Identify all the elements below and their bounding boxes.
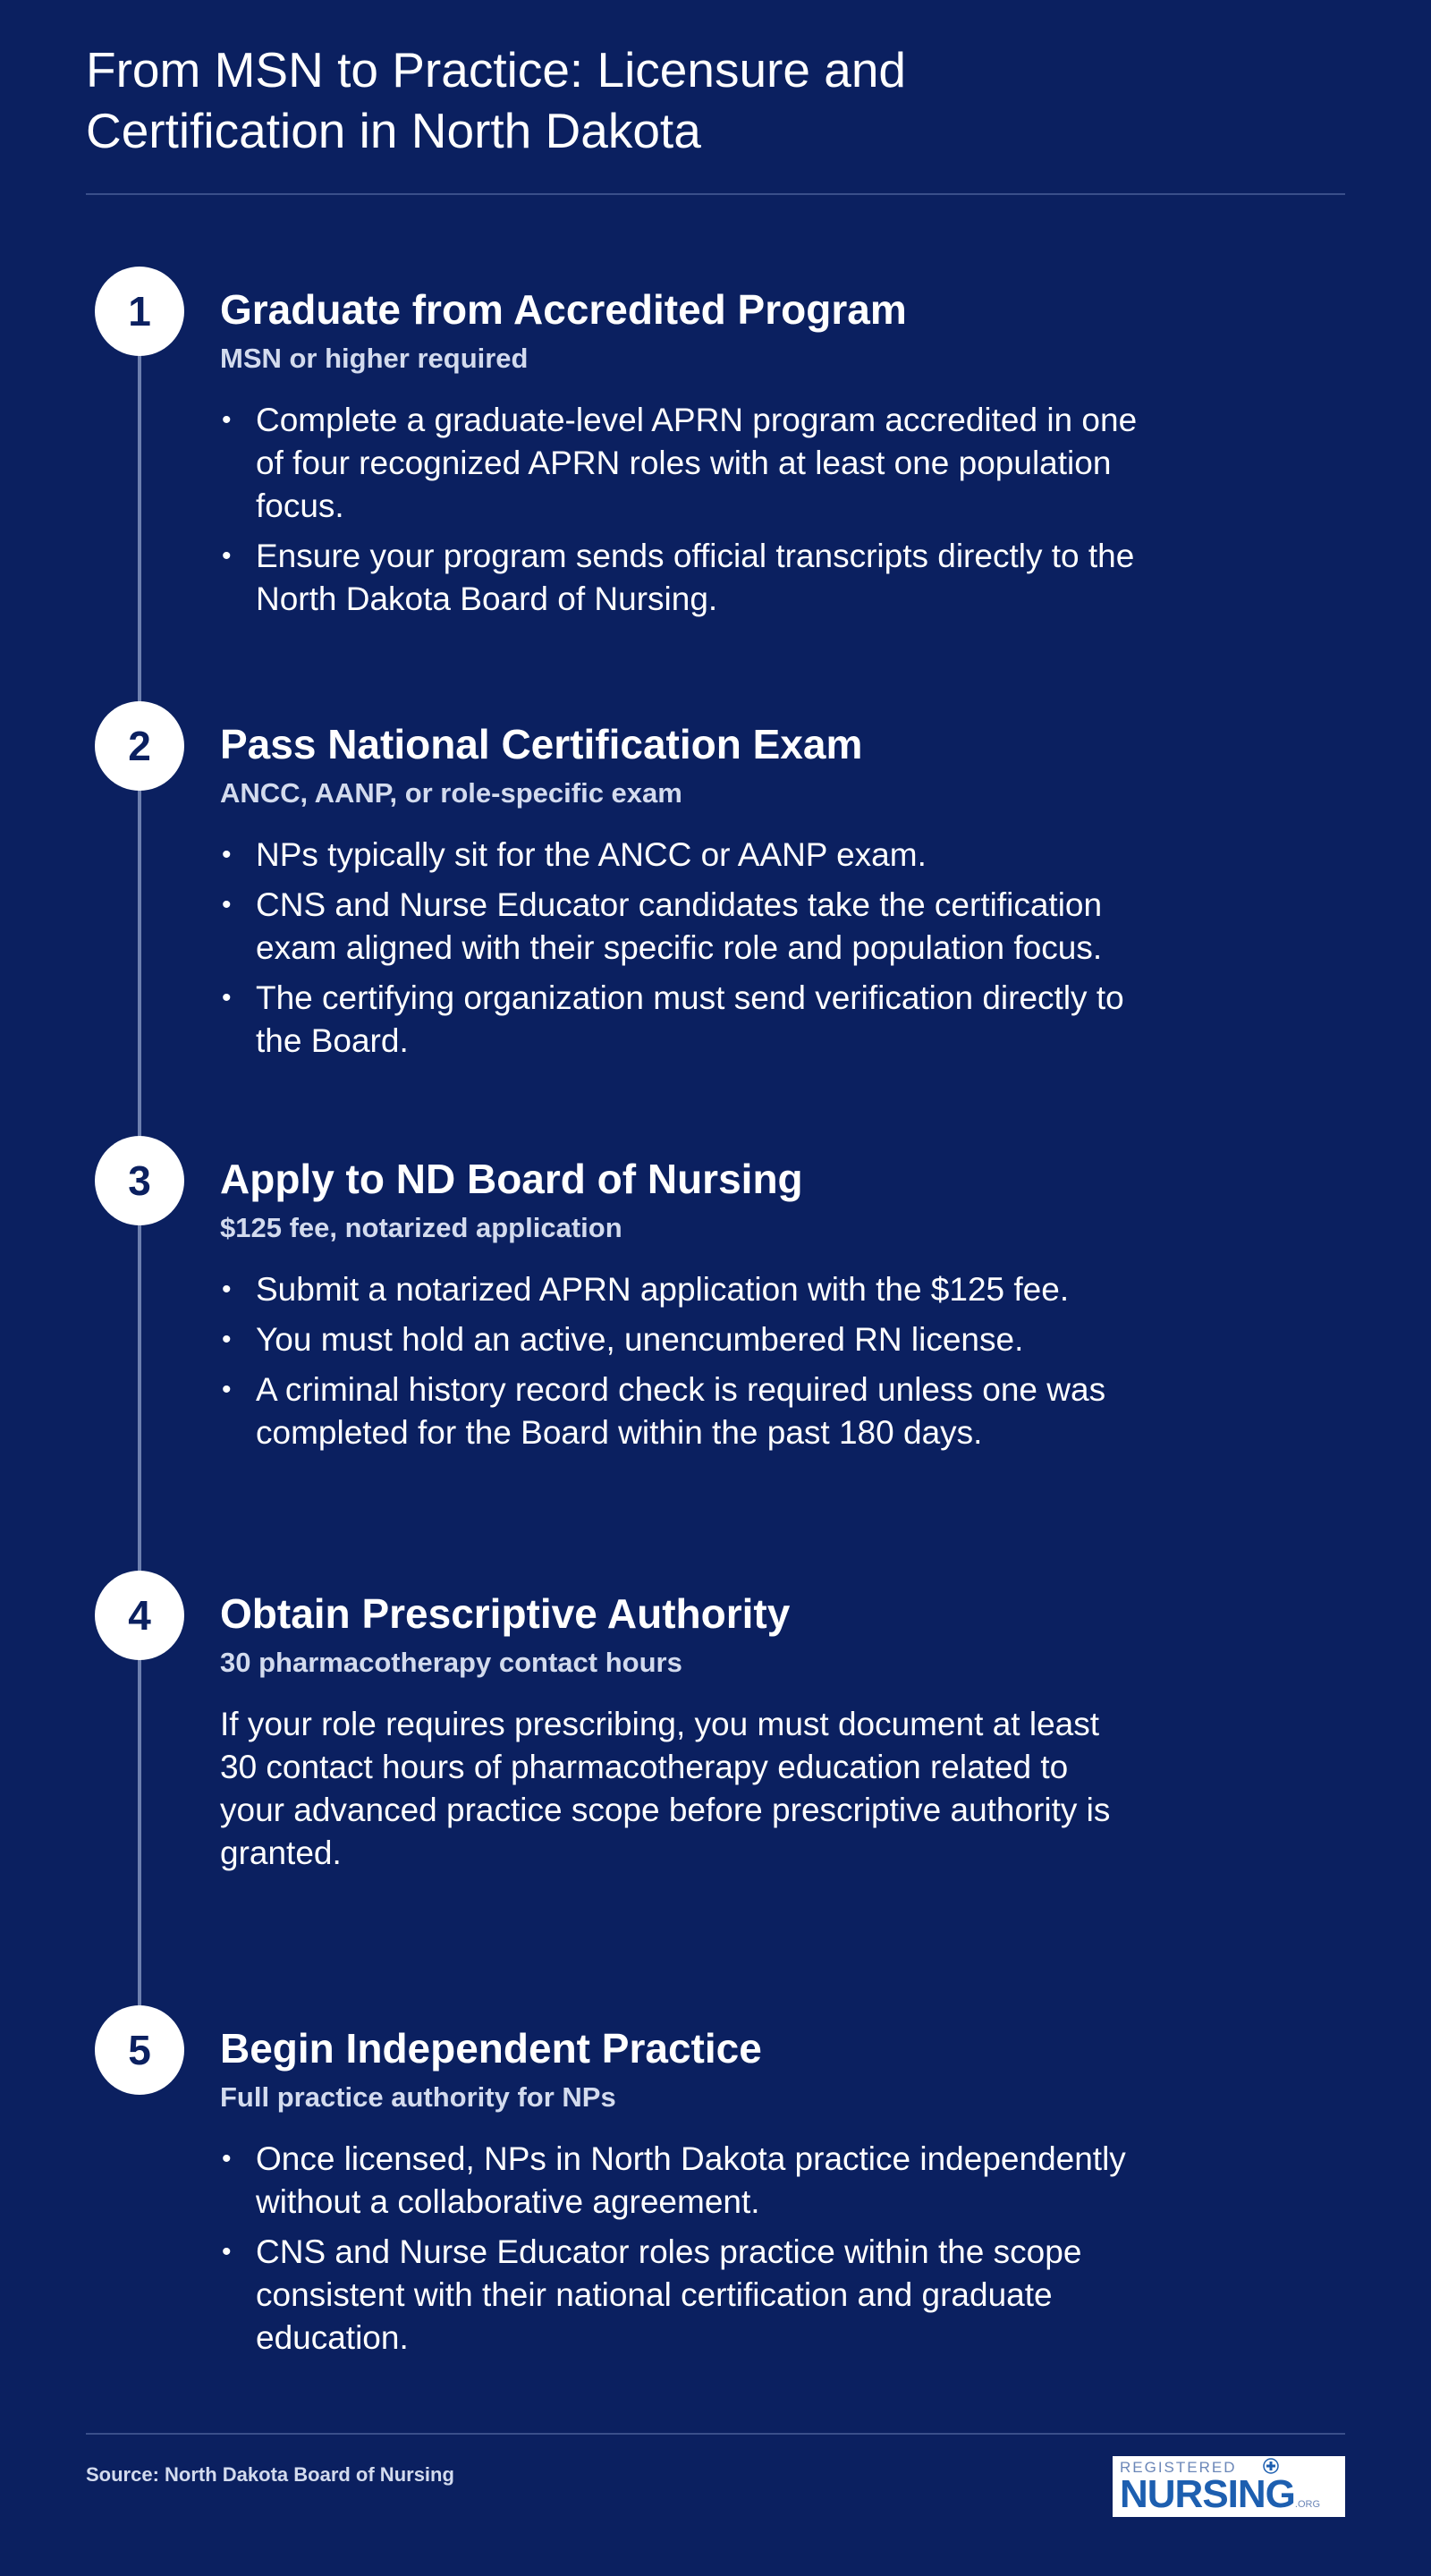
- footer-divider: [86, 2433, 1345, 2435]
- step-bullet-list: [220, 1268, 1141, 1454]
- list-item: • The certifying organization must send verification directly to the Board.: [220, 977, 1141, 1063]
- list-item: • NPs typically sit for the ANCC or AANP exam.: [220, 834, 1141, 877]
- step-number-badge: 2: [95, 701, 184, 791]
- step-content: [220, 1156, 1141, 1462]
- step-content: [220, 1590, 1141, 1875]
- list-item: • CNS and Nurse Educator candidates take the certification exam aligned with their specific role and population focus.: [220, 884, 1141, 970]
- header-divider: [86, 193, 1345, 195]
- step-title: Graduate from Accredited Program: [220, 286, 907, 333]
- step-title: Obtain Prescriptive Authority: [220, 1590, 791, 1637]
- step-subtitle: 30 pharmacotherapy contact hours: [220, 1647, 682, 1678]
- step-subtitle: Full practice authority for NPs: [220, 2081, 616, 2113]
- logo-top-text: REGISTERED: [1120, 2459, 1237, 2476]
- step-bullet-list: [220, 834, 1141, 1063]
- medical-cross-icon: [1263, 2458, 1279, 2474]
- step-content: [220, 721, 1141, 1070]
- step-paragraph: If your role requires prescribing, you must document at least 30 contact hours of pharmacotherapy education related to your advanced practice scope before prescriptive authority is granted.: [220, 1706, 1111, 1871]
- step-subtitle: MSN or higher required: [220, 343, 529, 374]
- step-number-badge: 4: [95, 1571, 184, 1660]
- step-bullet-list: [220, 399, 1141, 621]
- logo-wordmark: NURSING: [1120, 2472, 1295, 2516]
- step-bullet-list: [220, 2138, 1141, 2360]
- step-title: Pass National Certification Exam: [220, 721, 863, 767]
- registered-nursing-logo[interactable]: [1113, 2456, 1345, 2517]
- list-item: • Once licensed, NPs in North Dakota practice independently without a collaborative agreement.: [220, 2138, 1141, 2224]
- list-item: • Complete a graduate-level APRN program accredited in one of four recognized APRN roles with at least one population focus.: [220, 399, 1141, 528]
- step-number-badge: 5: [95, 2005, 184, 2095]
- list-item: • CNS and Nurse Educator roles practice within the scope consistent with their national certification and graduate education.: [220, 2231, 1141, 2360]
- source-citation: Source: North Dakota Board of Nursing: [86, 2463, 454, 2486]
- step-number-badge: 1: [95, 267, 184, 356]
- page-title: From MSN to Practice: Licensure and Certification in North Dakota: [86, 42, 907, 158]
- step-number-badge: 3: [95, 1136, 184, 1225]
- logo-main-text: [1120, 2472, 1338, 2523]
- list-item: • Ensure your program sends official transcripts directly to the North Dakota Board of Nursing.: [220, 535, 1141, 621]
- step-subtitle: $125 fee, notarized application: [220, 1212, 622, 1243]
- step-subtitle: ANCC, AANP, or role-specific exam: [220, 777, 682, 809]
- logo-suffix: .ORG: [1294, 2499, 1321, 2510]
- list-item: • Submit a notarized APRN application with the $125 fee.: [220, 1268, 1141, 1311]
- step-content: [220, 286, 1141, 628]
- step-title: Begin Independent Practice: [220, 2025, 762, 2072]
- list-item: • A criminal history record check is required unless one was completed for the Board within the past 180 days.: [220, 1368, 1141, 1454]
- step-content: [220, 2025, 1141, 2367]
- list-item: • You must hold an active, unencumbered RN license.: [220, 1318, 1141, 1361]
- step-title: Apply to ND Board of Nursing: [220, 1156, 803, 1202]
